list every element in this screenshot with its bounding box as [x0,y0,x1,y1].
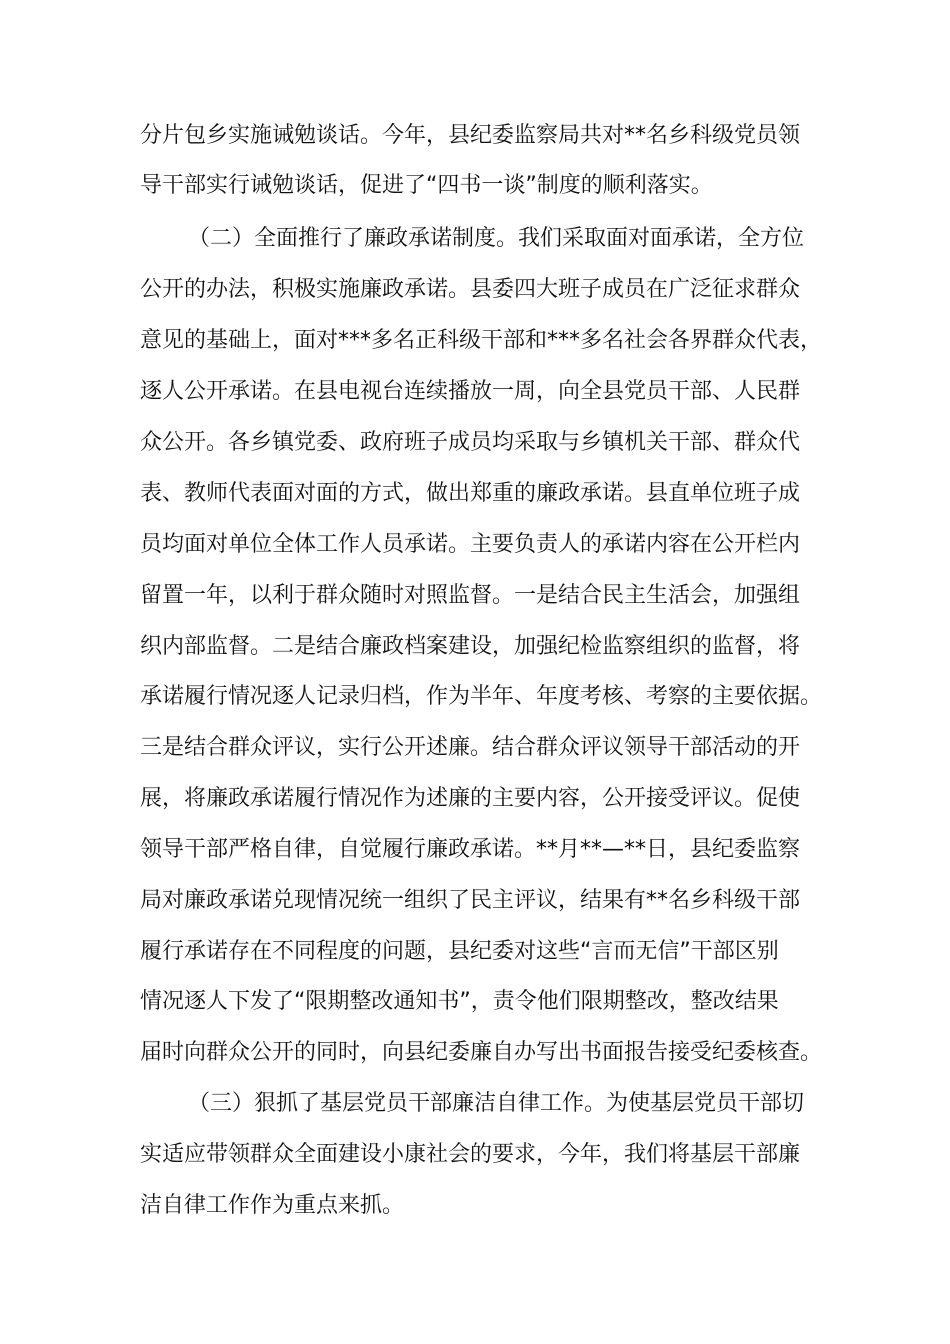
text-line: 承诺履行情况逐人记录归档，作为半年、年度考核、考察的主要依据。 [140,684,823,709]
text-line: 导干部实行诫勉谈话，促进了“四书一谈”制度的顺利落实。 [140,173,713,198]
text-line: 届时向群众公开的同时，向县纪委廉自办写出书面报告接受纪委核查。 [140,1040,823,1065]
text-line: 实适应带领群众全面建设小康社会的要求，今年，我们将基层干部廉 [140,1142,801,1167]
section-heading-line: （三）狠抓了基层党员干部廉洁自律工作。为使基层党员干部切 [188,1091,805,1116]
text-line: 局对廉政承诺兑现情况统一组织了民主评议，结果有**名乡科级干部 [140,888,801,913]
text-line: 履行承诺存在不同程度的问题，县纪委对这些“言而无信”干部区别 [140,939,779,964]
text-line: 分片包乡实施诫勉谈话。今年，县纪委监察局共对**名乡科级党员领 [140,123,801,148]
text-line: 意见的基础上，面对***多名正科级干部和***多名社会各界群众代表， [140,328,823,353]
text-line: 逐人公开承诺。在县电视台连续播放一周，向全县党员干部、人民群 [140,379,801,404]
text-line: 领导干部严格自律，自觉履行廉政承诺。**月**—**日，县纪委监察 [140,837,801,862]
text-line: 织内部监督。二是结合廉政档案建设，加强纪检监察组织的监督，将 [140,634,801,659]
section-heading-line: （二）全面推行了廉政承诺制度。我们采取面对面承诺，全方位 [188,226,805,251]
text-line: 情况逐人下发了“限期整改通知书”，责令他们限期整改，整改结果 [140,989,779,1014]
text-line: 展，将廉政承诺履行情况作为述廉的主要内容，公开接受评议。促使 [140,786,801,811]
text-line: 公开的办法，积极实施廉政承诺。县委四大班子成员在广泛征求群众 [140,277,801,302]
text-line: 员均面对单位全体工作人员承诺。主要负责人的承诺内容在公开栏内 [140,532,801,557]
text-line: 洁自律工作作为重点来抓。 [140,1193,405,1218]
text-line: 表、教师代表面对面的方式，做出郑重的廉政承诺。县直单位班子成 [140,481,801,506]
text-line: 众公开。各乡镇党委、政府班子成员均采取与乡镇机关干部、群众代 [140,430,801,455]
text-line: 留置一年，以利于群众随时对照监督。一是结合民主生活会，加强组 [140,583,801,608]
text-line: 三是结合群众评议，实行公开述廉。结合群众评议领导干部活动的开 [140,735,801,760]
